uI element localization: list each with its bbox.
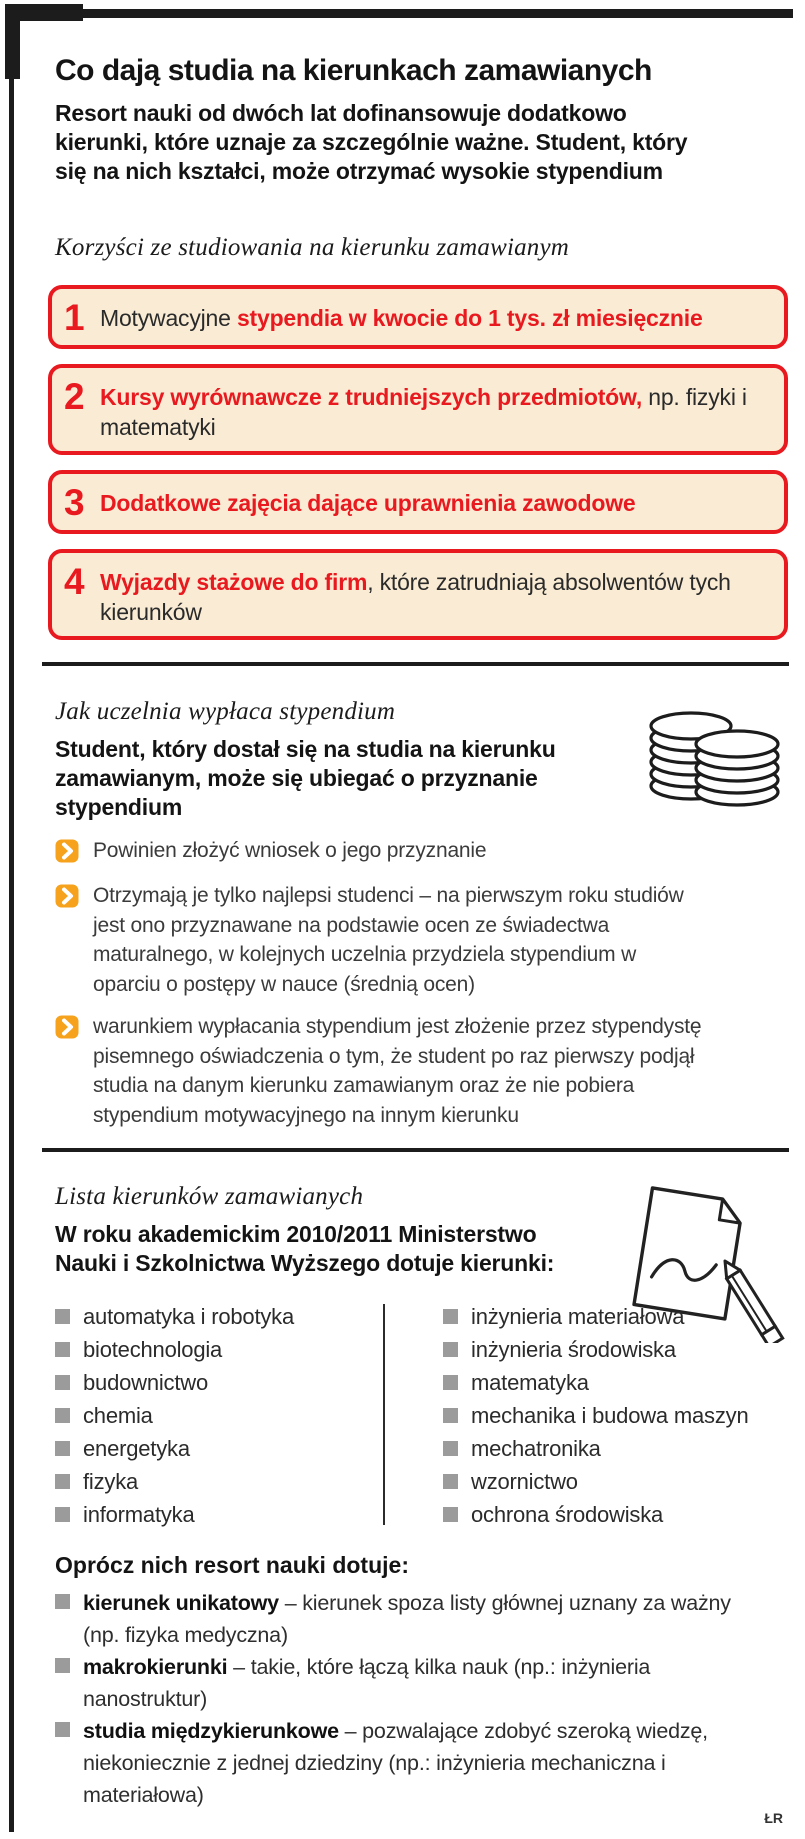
benefit-box-4: [48, 549, 788, 640]
field-label: biotechnologia: [83, 1336, 223, 1362]
extra-desc: – takie, które łączą kilka nauk (np.: inżynieria nanostruktur): [83, 1655, 651, 1711]
list-item: [55, 1587, 788, 1651]
square-bullet-icon: [55, 1474, 70, 1489]
bullet-text: warunkiem wypłacania stypendium jest złożenie przez stypendystę pisemnego oświadczenia o tym, że student po raz pierwszy podjął studia na danym kierunku zamawianym oraz że nie pobiera stypendium motywacyjnego na innym kierunku: [93, 1015, 702, 1127]
list-item: [443, 1366, 748, 1399]
stipend-bullet-list: [55, 836, 788, 1130]
list-item: [443, 1465, 748, 1498]
benefit-box-1: [48, 285, 788, 349]
field-label: matematyka: [471, 1369, 589, 1395]
extra-list: [55, 1587, 788, 1811]
benefit-box-3: [48, 470, 788, 534]
extra-text: [83, 1587, 731, 1651]
benefit-text: [100, 567, 770, 627]
chevron-right-icon: [55, 1015, 79, 1044]
field-label: informatyka: [83, 1501, 195, 1527]
benefit-highlight: Kursy wyrównawcze z trudniejszych przedmiotów,: [100, 384, 643, 410]
fields-column-right: [443, 1300, 748, 1531]
section-divider: [42, 1148, 789, 1152]
field-label: automatyka i robotyka: [83, 1303, 295, 1329]
fields-heading: Lista kierunków zamawianych: [55, 1183, 364, 1210]
square-bullet-icon: [55, 1408, 70, 1423]
field-label: inżynieria materiałowa: [471, 1303, 685, 1329]
fields-intro: W roku akademickim 2010/2011 Ministerstwo Nauki i Szkolnictwa Wyższego dotuje kierunki:: [55, 1221, 555, 1276]
list-item: [443, 1333, 748, 1366]
list-item: [443, 1399, 748, 1432]
list-item: [55, 1366, 383, 1399]
square-bullet-icon: [443, 1474, 458, 1489]
list-item: [55, 1012, 788, 1130]
square-bullet-icon: [55, 1309, 70, 1324]
benefit-highlight: Dodatkowe zajęcia dające uprawnienia zawodowe: [100, 490, 636, 516]
square-bullet-icon: [55, 1441, 70, 1456]
page-title: Co dają studia na kierunkach zamawianych: [55, 54, 652, 87]
field-label: budownictwo: [83, 1369, 208, 1395]
list-item: [443, 1498, 748, 1531]
list-item: [55, 1432, 383, 1465]
fields-column-left: [55, 1300, 383, 1531]
square-bullet-icon: [443, 1309, 458, 1324]
benefit-number: 2: [64, 376, 85, 417]
field-label: wzornictwo: [471, 1468, 578, 1494]
benefit-plain: np. fizyki i matematyki: [100, 384, 747, 440]
square-bullet-icon: [55, 1594, 70, 1609]
field-label: mechanika i budowa maszyn: [471, 1402, 749, 1428]
field-label: mechatronika: [471, 1435, 601, 1461]
list-item: [55, 1399, 383, 1432]
square-bullet-icon: [55, 1375, 70, 1390]
extra-desc: – pozwalające zdobyć szeroką wiedzę, niekoniecznie z jednej dziedziny (np.: inżynieria mechaniczna i materiałowa): [83, 1719, 708, 1807]
chevron-right-icon: [55, 839, 79, 868]
benefit-highlight: stypendia w kwocie do 1 tys. zł miesięcznie: [236, 305, 703, 331]
square-bullet-icon: [55, 1507, 70, 1522]
author-credit: ŁR: [764, 1810, 783, 1826]
square-bullet-icon: [443, 1441, 458, 1456]
extra-desc: – kierunek spoza listy głównej uznany za ważny (np. fizyka medyczna): [83, 1591, 731, 1647]
field-label: inżynieria środowiska: [471, 1336, 676, 1362]
lead-paragraph: Resort nauki od dwóch lat dofinansowuje dodatkowo kierunki, które uznaje za szczególnie ważne. Student, który się na nich kształci, może otrzymać wysokie stypendium: [55, 100, 688, 184]
fields-columns: [55, 1300, 788, 1531]
benefit-text: [100, 382, 770, 442]
list-item: [55, 881, 788, 999]
benefit-number: 3: [64, 482, 85, 523]
list-item: [55, 1333, 383, 1366]
chevron-right-icon: [55, 884, 79, 913]
benefit-plain: , które zatrudniają absolwentów tych kierunków: [100, 569, 731, 625]
column-divider: [383, 1304, 385, 1525]
bullet-text: Powinien złożyć wniosek o jego przyznanie: [93, 839, 487, 862]
list-item: [55, 1300, 383, 1333]
content-column: [55, 42, 788, 1811]
benefit-plain: Motywacyjne: [100, 305, 237, 331]
list-item: [443, 1300, 748, 1333]
list-item: [55, 1498, 383, 1531]
extra-text: [83, 1651, 731, 1715]
square-bullet-icon: [55, 1342, 70, 1357]
stipend-intro: Student, który dostał się na studia na kierunku zamawianym, może się ubiegać o przyznanie stypendium: [55, 736, 556, 820]
list-item: [55, 1715, 788, 1811]
square-bullet-icon: [55, 1658, 70, 1673]
benefit-text: [100, 488, 636, 518]
section-divider: [42, 662, 789, 666]
square-bullet-icon: [55, 1722, 70, 1737]
benefit-number: 4: [64, 561, 85, 602]
list-item: [55, 1651, 788, 1715]
frame-left-rule: [9, 70, 14, 1832]
benefit-number: 1: [64, 297, 85, 338]
square-bullet-icon: [443, 1375, 458, 1390]
square-bullet-icon: [443, 1342, 458, 1357]
stipend-heading: Jak uczelnia wypłaca stypendium: [55, 698, 396, 725]
benefit-highlight: Wyjazdy stażowe do firm: [100, 569, 368, 595]
bullet-text: Otrzymają je tylko najlepsi studenci – na pierwszym roku studiów jest ono przyznawane na podstawie ocen ze świadectwa maturalnego, w kolejnych uczelnia przydziela stypendium w oparciu o postępy w nauce (średnią ocen): [93, 884, 684, 996]
list-item: [55, 836, 788, 868]
benefit-box-2: [48, 364, 788, 455]
field-label: chemia: [83, 1402, 153, 1428]
field-label: energetyka: [83, 1435, 190, 1461]
extra-term: makrokierunki: [83, 1655, 228, 1679]
square-bullet-icon: [443, 1408, 458, 1423]
extra-text: [83, 1715, 731, 1811]
extra-heading: Oprócz nich resort nauki dotuje:: [55, 1552, 409, 1578]
extra-term: kierunek unikatowy: [83, 1591, 279, 1615]
field-label: ochrona środowiska: [471, 1501, 664, 1527]
benefits-heading: Korzyści ze studiowania na kierunku zamawianym: [55, 234, 570, 261]
extra-term: studia międzykierunkowe: [83, 1719, 339, 1743]
list-item: [443, 1432, 748, 1465]
square-bullet-icon: [443, 1507, 458, 1522]
frame-corner-vertical: [5, 4, 20, 79]
list-item: [55, 1465, 383, 1498]
frame-top-bar: [20, 9, 793, 18]
benefit-text: [100, 303, 703, 333]
field-label: fizyka: [83, 1468, 139, 1494]
